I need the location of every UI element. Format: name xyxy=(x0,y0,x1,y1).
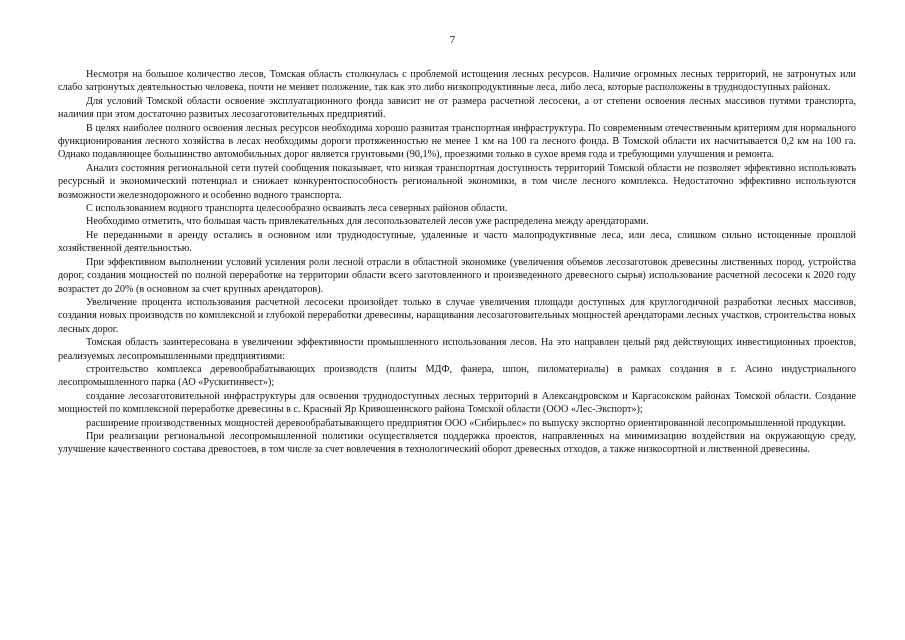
paragraph: Для условий Томской области освоение эксплуатационного фонда зависит не от размера расчетной лесосеки, а от степени освоения лесных массивов путями транспорта, наличия при этом достаточно развитых лесозаготовительных предприятий. xyxy=(58,95,856,121)
paragraph: Анализ состояния региональной сети путей сообщения показывает, что низкая транспортная доступность территорий Томской области не позволяет эффективно использовать ресурсный и экономический потенциал и снижает конкурентоспособность региональной экономики, в том числе лесного комплекса. Недостаточно эффективно используются возможности железнодорожного и особенно водного транспорта. xyxy=(58,162,856,201)
page-number: 7 xyxy=(449,34,456,46)
paragraph: Несмотря на большое количество лесов, Томская область столкнулась с проблемой истощения лесных ресурсов. Наличие огромных лесных территорий, не затронутых или слабо затронутых деятельностью человека, почти не меняет положение, так как это либо низкопродуктивные леса, либо леса, которые расположены в труднодоступных районах. xyxy=(58,69,856,94)
paragraph: С использованием водного транспорта целесообразно осваивать леса северных районов области. xyxy=(86,203,508,215)
list-item: расширение производственных мощностей деревообрабатывающего предприятия ООО «Сибирьлес» по выпуску экспортно ориентированной лесопромышленной продукции. xyxy=(86,417,846,429)
list-item: строительство комплекса деревообрабатывающих производств (плиты МДФ, фанера, шпон, пиломатериалы) в рамках создания в г. Асино индустриального лесопромышленного парка (АО «Рускитинвест»); xyxy=(58,363,856,389)
paragraph: Необходимо отметить, что большая часть привлекательных для лесопользователей лесов уже распределена между арендаторами. xyxy=(86,216,649,228)
paragraph: Не переданными в аренду остались в основном или труднодоступные, удаленные и часто малопродуктивные леса, или леса, слишком сильно истощенные прошлой хозяйственной деятельностью. xyxy=(58,229,856,255)
paragraph: В целях наиболее полного освоения лесных ресурсов необходима хорошо развитая транспортная инфраструктура. По современным отечественным критериям для нормального функционирования лесного хозяйства в лесах необходимы дороги протяженностью не менее 1 км на 100 га лесного фонда. В Томской области их насчитывается 0,2 км на 100 га. Однако подавляющее большинство автомобильных дорог является грунтовыми (90,1%), проезжими только в сухое время года и требующими улучшения и ремонта. xyxy=(58,122,856,161)
paragraph: Увеличение процента использования расчетной лесосеки произойдет только в случае увеличения площади доступных для круглогодичной разработки лесных массивов, создания новых производств по комплексной и глубокой переработки древесины, наращивания лесозаготовительных мощностей арендаторами лесных участков, строительства новых лесных дорог. xyxy=(58,296,856,335)
paragraph: Томская область заинтересована в увеличении эффективности промышленного использования лесов. На это направлен целый ряд действующих инвестиционных проектов, реализуемых лесопромышленными предприятиями: xyxy=(58,337,856,362)
paragraph: При реализации региональной лесопромышленной политики осуществляется поддержка проектов, направленных на минимизацию воздействия на окружающую среду, улучшение качественного состава древостоев, в том числе за счет вовлечения в технологический оборот древесных отходов, а также низкосортной и лиственной древесины. xyxy=(58,430,856,456)
list-item: создание лесозаготовительной инфраструктуры для освоения труднодоступных лесных территорий в Александровском и Каргасокском районах Томской области. Создание мощностей по комплексной переработке древесины в с. Красный Яр Кривошеинского района Томской области (ООО «Лес-Экспорт»); xyxy=(58,390,856,416)
paragraph: При эффективном выполнении условий усиления роли лесной отрасли в областной экономике (увеличения объемов лесозаготовок древесины лиственных пород, устройства дорог, создания мощностей по полной переработке на территории области всего заготовленного и произведенного древесного сырья) использование расчетной лесосеки к 2020 году возрастет до 20% (в основном за счет крупных арендаторов). xyxy=(58,256,856,295)
document-body xyxy=(58,68,856,457)
